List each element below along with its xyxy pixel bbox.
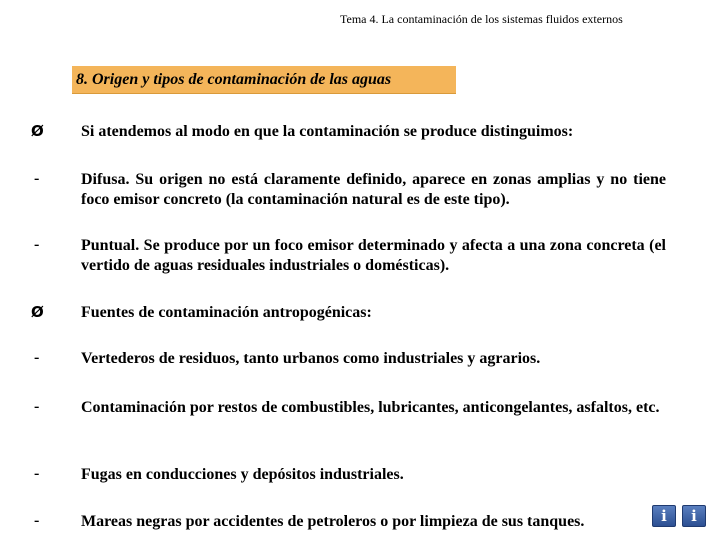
list-item-text: Puntual. Se produce por un foco emisor determinado y afecta a una zona concreta (el vertido de aguas residuales industriales o domésticas). xyxy=(81,237,666,274)
list-item-text: Si atendemos al modo en que la contaminación se produce distinguimos: xyxy=(81,123,574,140)
page-header-title: Tema 4. La contaminación de los sistemas fluidos externos xyxy=(340,12,623,26)
info-buttons-group xyxy=(652,505,710,529)
list-item-text: Difusa. Su origen no está claramente definido, aparece en zonas amplias y no tiene foco emisor concreto (la contaminación natural es de este tipo). xyxy=(81,171,666,208)
arrow-bullet-icon: Ø xyxy=(31,122,44,140)
info-icon: i xyxy=(691,507,697,525)
list-item-text: Vertederos de residuos, tanto urbanos como industriales y agrarios. xyxy=(81,350,541,367)
section-title: 8. Origen y tipos de contaminación de las aguas xyxy=(76,71,392,88)
arrow-bullet-icon: Ø xyxy=(31,303,44,321)
dash-bullet: - xyxy=(34,349,40,366)
section-title-banner xyxy=(72,66,456,94)
list-item-text: Mareas negras por accidentes de petroleros o por limpieza de sus tanques. xyxy=(81,513,585,530)
dash-bullet: - xyxy=(34,398,40,415)
dash-bullet: - xyxy=(34,236,40,253)
dash-bullet: - xyxy=(34,170,40,187)
dash-bullet: - xyxy=(34,465,40,482)
dash-bullet: - xyxy=(34,512,40,529)
info-button-2[interactable] xyxy=(682,505,706,527)
list-item-text: Contaminación por restos de combustibles, lubricantes, anticongelantes, asfaltos, etc. xyxy=(81,399,660,416)
info-button-1[interactable] xyxy=(652,505,676,527)
info-icon: i xyxy=(661,507,667,525)
list-item-text: Fuentes de contaminación antropogénicas: xyxy=(81,304,372,321)
list-item-text: Fugas en conducciones y depósitos industriales. xyxy=(81,466,404,483)
